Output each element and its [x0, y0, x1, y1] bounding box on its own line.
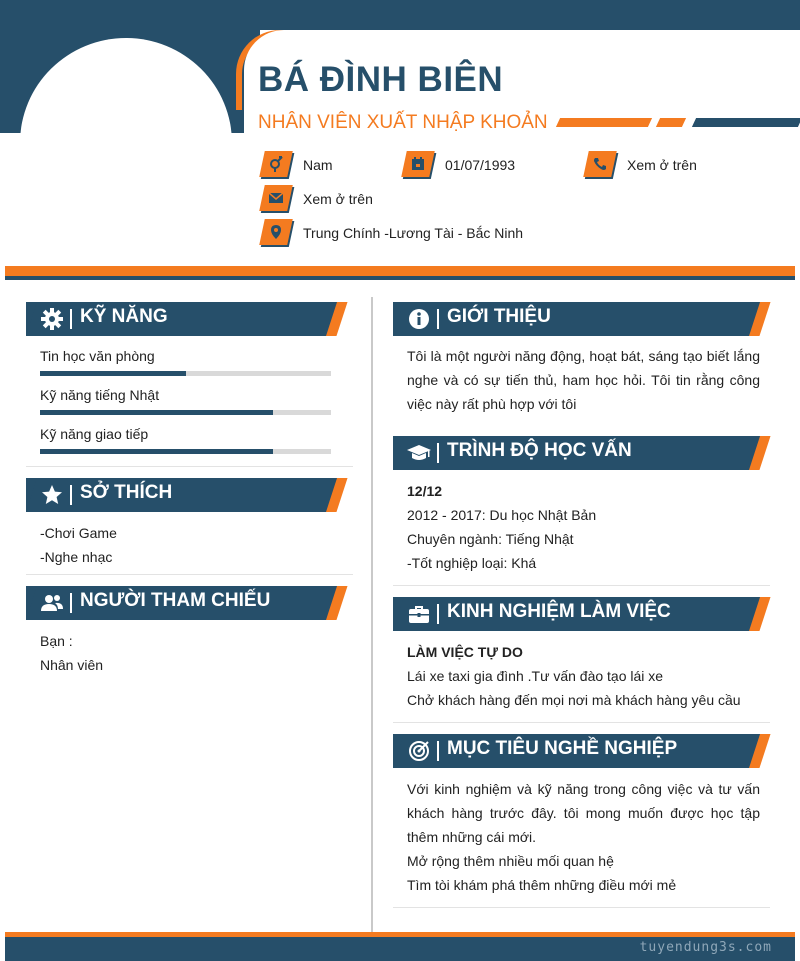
section-header-skills [26, 302, 346, 336]
goal-text: Với kinh nghiệm và kỹ năng trong công việc và tư vấn khách hàng trước đây. tôi mong muốn được học tập thêm những cái mới. [407, 781, 760, 845]
goal-line: Tìm tòi khám phá thêm những điều mới mẻ [407, 877, 677, 893]
skill-bar [40, 410, 331, 415]
phone-value: Xem ở trên [627, 157, 697, 173]
education-line: -Tốt nghiệp loại: Khá [407, 555, 537, 571]
section-divider [26, 466, 353, 467]
star-icon [40, 483, 64, 507]
gender-value: Nam [303, 157, 333, 173]
section-title: TRÌNH ĐỘ HỌC VẤN [447, 440, 632, 461]
skill-bar [40, 449, 331, 454]
goal-line: Mở rộng thêm nhiều mối quan hệ [407, 853, 614, 869]
reference-item: Bạn : [40, 633, 73, 649]
experience-line: Chở khách hàng đến mọi nơi mà khách hàng yêu cầu [407, 692, 741, 708]
education-line: 2012 - 2017: Du học Nhật Bản [407, 507, 597, 523]
info-icon [407, 307, 431, 331]
header-divider-orange [5, 266, 795, 276]
email-value: Xem ở trên [303, 191, 373, 207]
skill-label: Tin học văn phòng [40, 348, 155, 364]
briefcase-icon [407, 602, 431, 626]
decor-bar [656, 118, 686, 127]
education-line: Chuyên ngành: Tiếng Nhật [407, 531, 574, 547]
map-pin-icon [259, 219, 293, 245]
watermark: tuyendung3s.com [639, 940, 772, 955]
section-header-intro [393, 302, 769, 336]
gear-icon [40, 307, 64, 331]
skill-label: Kỹ năng tiếng Nhật [40, 387, 160, 403]
job-title: NHÂN VIÊN XUẤT NHẬP KHOẢN [258, 112, 548, 133]
hobby-item: -Chơi Game [40, 525, 117, 541]
avatar [20, 38, 232, 248]
phone-icon [583, 151, 617, 177]
section-divider [393, 722, 770, 723]
mail-icon [259, 185, 293, 211]
users-icon [40, 591, 64, 615]
column-divider [371, 297, 373, 937]
decor-bar [556, 118, 652, 127]
birthday-value: 01/07/1993 [445, 157, 516, 173]
address-value: Trung Chính -Lương Tài - Bắc Ninh [303, 225, 524, 241]
section-title: KỸ NĂNG [80, 306, 168, 327]
section-divider [26, 574, 353, 575]
gender-icon [259, 151, 293, 177]
section-header-experience [393, 597, 769, 631]
section-header-goal [393, 734, 769, 768]
section-divider [393, 585, 770, 586]
header-divider-navy [5, 276, 795, 280]
skill-bar [40, 371, 331, 376]
candidate-name: BÁ ĐÌNH BIÊN [258, 60, 504, 99]
experience-line: Lái xe taxi gia đình .Tư vấn đào tạo lái xe [407, 668, 664, 684]
graduation-cap-icon [407, 441, 431, 465]
skill-label: Kỹ năng giao tiếp [40, 426, 149, 442]
section-title: SỞ THÍCH [80, 482, 173, 503]
hobby-item: -Nghe nhạc [40, 549, 113, 565]
intro-text: Tôi là một người năng động, hoạt bát, sáng tạo biết lắng nghe và có sự tiến thủ, ham học hỏi. Tôi tin rằng công việc này rất phù hợp với tôi [407, 348, 760, 412]
section-header-education [393, 436, 769, 470]
section-title: KINH NGHIỆM LÀM VIỆC [447, 601, 671, 622]
decor-bar [692, 118, 800, 127]
section-title: GIỚI THIỆU [447, 306, 551, 327]
section-divider [393, 907, 770, 908]
experience-position: LÀM VIỆC TỰ DO [407, 644, 523, 660]
section-title: MỤC TIÊU NGHỀ NGHIỆP [447, 738, 678, 759]
section-header-references [26, 586, 346, 620]
calendar-icon [401, 151, 435, 177]
education-date: 12/12 [407, 483, 443, 499]
target-icon [407, 739, 431, 763]
section-title: NGƯỜI THAM CHIẾU [80, 590, 271, 611]
section-header-hobbies [26, 478, 346, 512]
reference-item: Nhân viên [40, 657, 104, 673]
